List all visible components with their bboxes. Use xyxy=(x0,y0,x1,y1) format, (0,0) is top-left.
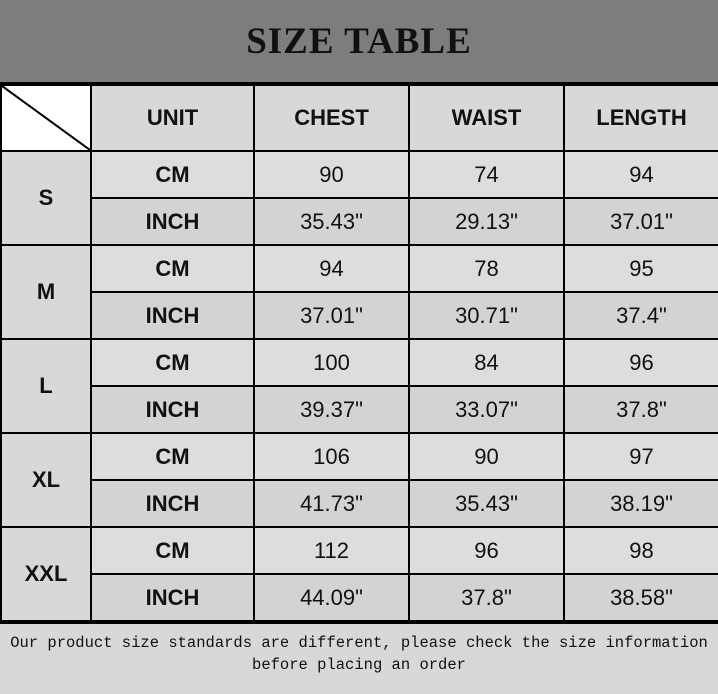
length-inch: 38.58" xyxy=(564,574,718,621)
unit-inch: INCH xyxy=(91,386,254,433)
unit-cm: CM xyxy=(91,245,254,292)
length-inch: 37.01" xyxy=(564,198,718,245)
table-row xyxy=(1,245,718,292)
table-row xyxy=(1,292,718,339)
chest-inch: 35.43" xyxy=(254,198,409,245)
column-header-waist: WAIST xyxy=(409,85,564,151)
size-label-s: S xyxy=(1,151,91,245)
waist-inch: 33.07" xyxy=(409,386,564,433)
waist-cm: 90 xyxy=(409,433,564,480)
chest-inch: 37.01" xyxy=(254,292,409,339)
unit-inch: INCH xyxy=(91,574,254,621)
page-title: SIZE TABLE xyxy=(246,20,472,62)
table-row xyxy=(1,339,718,386)
table-row xyxy=(1,574,718,621)
length-cm: 95 xyxy=(564,245,718,292)
waist-cm: 78 xyxy=(409,245,564,292)
title-bar xyxy=(0,0,718,84)
unit-inch: INCH xyxy=(91,480,254,527)
chest-cm: 112 xyxy=(254,527,409,574)
unit-cm: CM xyxy=(91,433,254,480)
unit-cm: CM xyxy=(91,151,254,198)
unit-cm: CM xyxy=(91,339,254,386)
table-row xyxy=(1,527,718,574)
chest-inch: 44.09" xyxy=(254,574,409,621)
length-cm: 97 xyxy=(564,433,718,480)
footer-note-line-1: Our product size standards are different, please check the size information xyxy=(10,634,708,652)
column-header-unit: UNIT xyxy=(91,85,254,151)
chest-cm: 94 xyxy=(254,245,409,292)
unit-inch: INCH xyxy=(91,198,254,245)
length-inch: 38.19" xyxy=(564,480,718,527)
length-cm: 98 xyxy=(564,527,718,574)
chest-inch: 39.37" xyxy=(254,386,409,433)
length-inch: 37.8" xyxy=(564,386,718,433)
footer-note-line-2: before placing an order xyxy=(252,656,466,675)
waist-cm: 84 xyxy=(409,339,564,386)
waist-cm: 96 xyxy=(409,527,564,574)
waist-cm: 74 xyxy=(409,151,564,198)
table-row xyxy=(1,198,718,245)
diagonal-slash-icon xyxy=(2,86,90,150)
waist-inch: 29.13" xyxy=(409,198,564,245)
column-header-chest: CHEST xyxy=(254,85,409,151)
column-header-length: LENGTH xyxy=(564,85,718,151)
size-label-l: L xyxy=(1,339,91,433)
size-label-xxl: XXL xyxy=(1,527,91,621)
corner-cell xyxy=(1,85,91,151)
size-table xyxy=(0,84,718,622)
size-label-m: M xyxy=(1,245,91,339)
unit-cm: CM xyxy=(91,527,254,574)
table-row xyxy=(1,480,718,527)
waist-inch: 35.43" xyxy=(409,480,564,527)
chest-cm: 100 xyxy=(254,339,409,386)
table-row xyxy=(1,433,718,480)
chest-cm: 106 xyxy=(254,433,409,480)
unit-inch: INCH xyxy=(91,292,254,339)
table-header-row xyxy=(1,85,718,151)
length-inch: 37.4" xyxy=(564,292,718,339)
chest-inch: 41.73" xyxy=(254,480,409,527)
chest-cm: 90 xyxy=(254,151,409,198)
waist-inch: 30.71" xyxy=(409,292,564,339)
length-cm: 94 xyxy=(564,151,718,198)
waist-inch: 37.8" xyxy=(409,574,564,621)
table-row xyxy=(1,386,718,433)
length-cm: 96 xyxy=(564,339,718,386)
size-label-xl: XL xyxy=(1,433,91,527)
table-row xyxy=(1,151,718,198)
footer-note xyxy=(0,622,718,694)
